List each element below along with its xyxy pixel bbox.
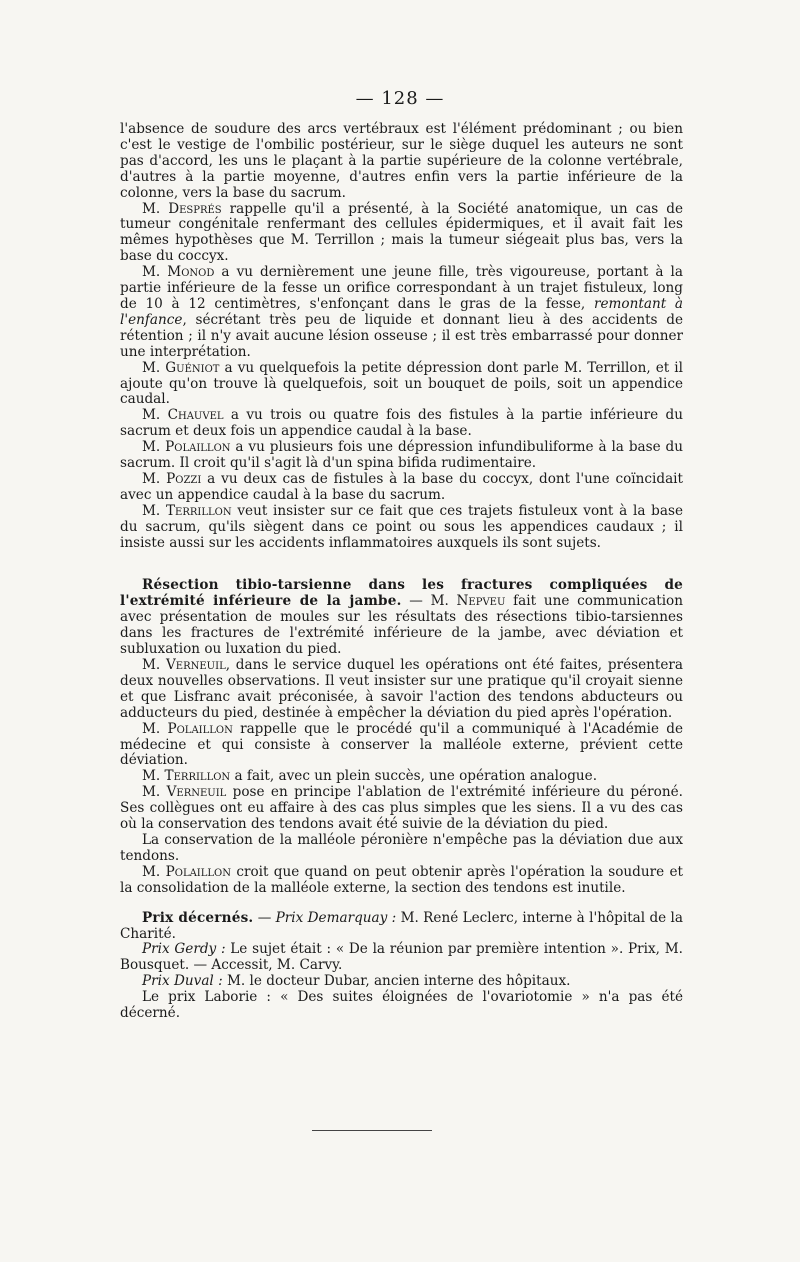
paragraph: [120, 865, 683, 897]
speaker-name: M. Chauvel: [142, 407, 224, 424]
section-paragraph: [120, 578, 683, 658]
paragraph: [120, 361, 683, 409]
paragraph: l'absence de soudure des arcs vertébraux est l'élément prédominant ; ou bien c'est le vestige de l'ombilic postérieur, sur le siège duquel les auteurs ne sont pas d'accord, les uns le plaçant à la partie supérieure de la colonne vertébrale, d'autres à la partie moyenne, d'autres enfin vers la partie inférieure de la colonne, vers la base du sacrum.: [120, 121, 683, 201]
paragraph-text: fait une communication avec présentation de moules sur les résultats des résections tibio-tarsiennes dans les fractures de l'extrémité inférieure de la jambe, avec déviation et subluxation ou luxation du pied.: [120, 593, 683, 658]
speaker-name: M. Polaillon: [142, 439, 231, 456]
paragraph-text: , sécrétant très peu de liquide et donnant lieu à des accidents de rétention ; il n'y avait aucune lésion osseuse ; il est très embarrassé pour donner une interprétation.: [120, 311, 683, 360]
paragraph-text: rappelle que le procédé qu'il a communiqué à l'Académie de médecine et qui consiste à conserver la malléole externe, prévient cette déviation.: [120, 720, 683, 769]
speaker-name: M. Polaillon: [142, 720, 233, 737]
speaker-name: M. Verneuil: [142, 657, 226, 673]
paragraph: [120, 202, 683, 266]
dash: —: [401, 593, 431, 610]
speaker-name: M. Terrillon: [142, 502, 232, 519]
end-rule: [312, 1130, 432, 1131]
paragraph: [120, 408, 683, 440]
speaker-name: M. Després: [142, 200, 222, 217]
page-number: — 128 —: [355, 88, 445, 109]
speaker-name: M. Monod: [142, 264, 215, 281]
paragraph: [120, 265, 683, 360]
speaker-name: M. Nepveu: [430, 593, 506, 610]
prize-name: Prix Demarquay :: [275, 909, 397, 926]
paragraph: Le prix Laborie : « Des suites éloignées de l'ovariotomie » n'a pas été décerné.: [120, 989, 683, 1022]
section-heading: Prix décernés.: [142, 909, 254, 926]
paragraph: [120, 722, 683, 770]
italic-text: remontant à l'enfance: [120, 295, 683, 328]
section-gap: [120, 897, 683, 911]
paragraph-text: M. René Leclerc, interne à l'hôpital de la Charité.: [120, 909, 683, 942]
paragraph-text: pose en principe l'ablation de l'extrémité inférieure du péroné. Ses collègues ont eu affaire à des cas plus simples que les siens. Il a vu des cas où la conservation des tendons avait été suivie de la déviation du pied.: [120, 784, 683, 833]
paragraph-text: a vu plusieurs fois une dépression infundibuliforme à la base du sacrum. Il croit qu'il s'agit là d'un spina bifida rudimentaire.: [120, 439, 683, 472]
paragraph: [120, 942, 683, 974]
speaker-name: M. Terrillon: [142, 768, 231, 785]
paragraph-text: a vu deux cas de fistules à la base du coccyx, dont l'une coïncidait avec un appendice caudal à la base du sacrum.: [120, 470, 683, 503]
paragraph-text: M. le docteur Dubar, ancien interne des hôpitaux.: [222, 973, 571, 990]
paragraph-text: rappelle qu'il a présenté, à la Société anatomique, un cas de tumeur congénitale renfermant des cellules épidermiques, et il avait fait les mêmes hypothèses que M. Terrillon ; mais la tumeur siégeait plus bas, vers la base du coccyx.: [120, 200, 683, 265]
speaker-name: M. Pozzi: [142, 470, 202, 487]
paragraph: [120, 785, 683, 833]
prize-name: Prix Duval :: [142, 973, 223, 990]
speaker-name: M. Verneuil: [142, 784, 227, 801]
prize-name: Prix Gerdy :: [142, 941, 226, 958]
section-paragraph: [120, 911, 683, 943]
paragraph: [120, 769, 683, 785]
paragraph-text: a vu trois ou quatre fois des fistules à la partie inférieure du sacrum et deux fois un appendice caudal à la base.: [120, 407, 683, 440]
paragraph-text: veut insister sur ce fait que ces trajets fistuleux vont à la base du sacrum, qu'ils siègent dans ce point ou sous les appendices caudaux ; il insiste aussi sur les accidents inflammatoires auxquels ils sont sujets.: [120, 502, 684, 551]
paragraph-text: a fait, avec un plein succès, une opération analogue.: [230, 768, 598, 785]
paragraph-text: a vu quelquefois la petite dépression dont parle M. Terrillon, et il ajoute qu'on trouve là quelquefois, soit un bouquet de poils, soit un appendice caudal.: [120, 359, 683, 408]
section-gap: [120, 551, 683, 578]
paragraph: [120, 658, 683, 722]
paragraph-text: , dans le service duquel les opérations ont été faites, présentera deux nouvelles observations. Il veut insister sur une pratique qu'il croyait sienne et que Lisfranc avait préconisée, à savoir l'action des tendons abducteurs ou adducteurs du pied, destinée à empêcher la déviation du pied après l'opération.: [120, 657, 683, 721]
paragraph: [120, 440, 683, 472]
dash: —: [253, 909, 276, 926]
paragraph-text: a vu dernièrement une jeune fille, très vigoureuse, portant à la partie inférieure de la fesse un orifice correspondant à un trajet fistuleux, long de 10 à 12 centimètres, s'enfonçant dans le gras de la fesse,: [120, 264, 683, 312]
paragraph: [120, 974, 683, 990]
paragraph: La conservation de la malléole péronière n'empêche pas la déviation due aux tendons.: [120, 831, 683, 864]
body-text: [120, 122, 683, 1022]
paragraph: [120, 472, 683, 504]
paragraph: [120, 504, 683, 552]
paragraph-text: croit que quand on peut obtenir après l'opération la soudure et la consolidation de la malléole externe, la section des tendons est inutile.: [120, 863, 683, 896]
paragraph-text: Le sujet était : « De la réunion par première intention ». Prix, M. Bousquet. — Accessit, M. Carvy.: [120, 941, 683, 974]
speaker-name: M. Guéniot: [142, 359, 220, 376]
speaker-name: M. Polaillon: [142, 863, 231, 880]
section-heading: Résection tibio-tarsienne dans les fractures compliquées de l'extrémité inférieure de la jambe.: [120, 577, 683, 610]
